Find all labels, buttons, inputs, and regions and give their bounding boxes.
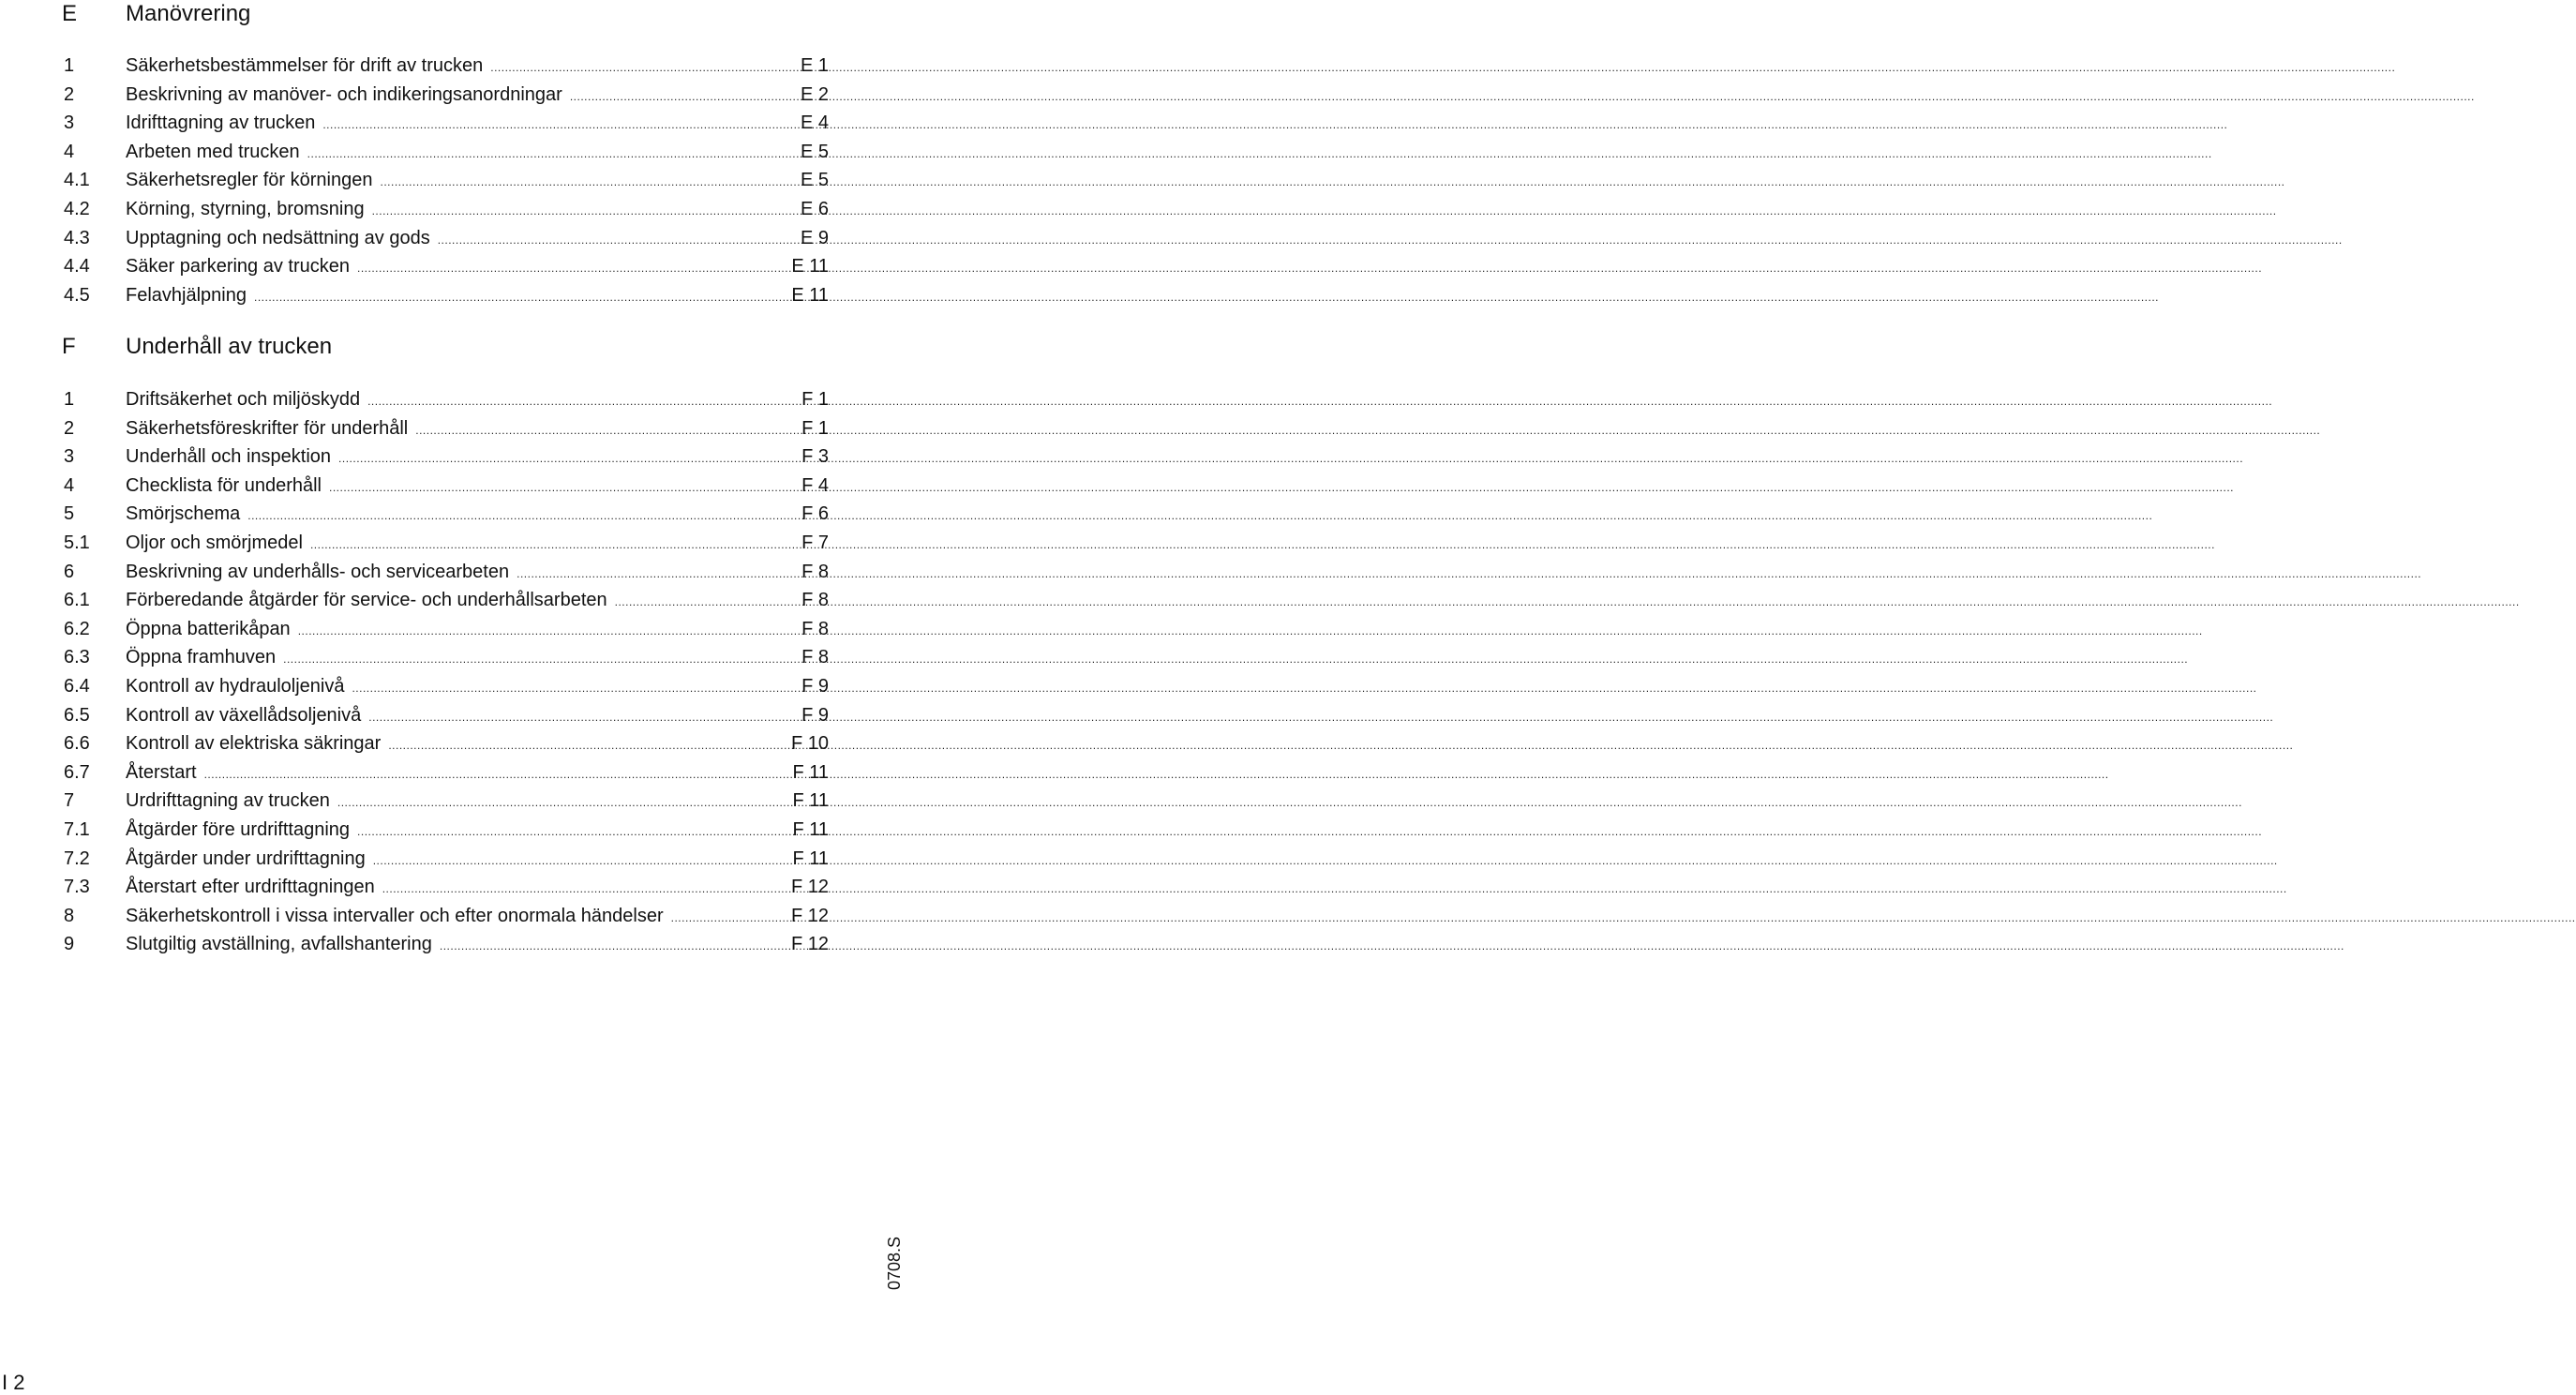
entry-page: F 4 (801, 474, 829, 496)
entry-number: 4.2 (64, 198, 90, 219)
toc-entry (0, 930, 900, 959)
dot-leader (254, 283, 787, 312)
entry-title: Kontroll av växellådsoljenivå (126, 704, 362, 726)
entry-title: Beskrivning av manöver- och indikeringsanordningar (126, 83, 562, 105)
dot-leader (388, 731, 787, 760)
entry-line (126, 787, 829, 818)
entry-title: Idrifttagning av trucken (126, 112, 316, 134)
toc-entry (0, 902, 900, 931)
entry-page: E 6 (800, 198, 829, 219)
entry-number: 7.2 (64, 848, 90, 869)
entry-page: E 5 (800, 141, 829, 162)
entry-page: F 8 (801, 561, 829, 582)
document-code: 0708.S (885, 1236, 904, 1290)
entry-line (126, 252, 829, 283)
dot-leader (283, 645, 798, 674)
entry-page: F 6 (801, 503, 829, 525)
entry-number: 4.3 (64, 227, 90, 248)
toc-section-e (0, 0, 900, 309)
toc-section-f (0, 333, 900, 959)
entry-line (126, 816, 829, 847)
entry-number: 6.4 (64, 675, 90, 697)
section-heading (0, 333, 900, 361)
entry-page: F 8 (801, 590, 829, 611)
entry-line (126, 701, 829, 732)
dot-leader (440, 932, 787, 961)
entry-page: F 7 (801, 532, 829, 553)
entry-page: F 1 (801, 417, 829, 439)
dot-leader (204, 760, 789, 789)
toc-entry (0, 500, 900, 529)
entry-number: 4.1 (64, 170, 90, 191)
section-letter: F (62, 334, 76, 359)
entry-title: Öppna framhuven (126, 647, 277, 668)
entry-number: 2 (64, 417, 75, 439)
entry-title: Driftsäkerhet och miljöskydd (126, 389, 361, 410)
entry-page: F 3 (801, 446, 829, 468)
entry-title: Kontroll av elektriska säkringar (126, 733, 382, 755)
entry-number: 3 (64, 112, 75, 134)
entry-line (126, 586, 829, 617)
entry-line (126, 414, 829, 445)
dot-leader (322, 111, 797, 140)
entry-title: Urdrifttagning av trucken (126, 790, 330, 812)
toc-entry (0, 472, 900, 501)
entry-line (126, 81, 829, 112)
entry-line (126, 558, 829, 589)
entry-line (126, 52, 829, 82)
dot-leader (671, 904, 787, 933)
entry-line (126, 930, 829, 961)
dot-leader (338, 444, 798, 473)
entry-page: E 1 (800, 55, 829, 76)
entry-line (126, 873, 829, 904)
entry-number: 1 (64, 55, 75, 76)
entry-title: Åtgärder under urdrifttagning (126, 848, 366, 869)
dot-leader (367, 387, 798, 416)
entry-number: 4.5 (64, 284, 90, 306)
entry-number: 4 (64, 474, 75, 496)
toc-entries (0, 52, 900, 309)
dot-leader (415, 416, 798, 445)
dot-leader (372, 197, 797, 226)
entry-number: 3 (64, 446, 75, 468)
dot-leader (570, 82, 797, 112)
toc-entry (0, 558, 900, 587)
toc-entry (0, 586, 900, 615)
dot-leader (329, 473, 798, 502)
toc-entry (0, 52, 900, 81)
entry-page: F 9 (801, 675, 829, 697)
entry-title: Öppna batterikåpan (126, 618, 291, 639)
toc-entry (0, 758, 900, 788)
dot-leader (382, 875, 787, 904)
entry-title: Förberedande åtgärder för service- och underhållsarbeten (126, 590, 607, 611)
entry-number: 6.2 (64, 618, 90, 639)
entry-number: 2 (64, 83, 75, 105)
dot-leader (247, 502, 798, 531)
entry-page: F 10 (790, 733, 829, 755)
entry-number: 6.3 (64, 647, 90, 668)
entry-number: 6.7 (64, 761, 90, 783)
dot-leader (337, 788, 789, 818)
section-title: Manövrering (126, 1, 251, 26)
entry-title: Arbeten med trucken (126, 141, 300, 162)
dot-leader (310, 531, 798, 560)
entry-page: E 2 (800, 83, 829, 105)
entry-number: 9 (64, 934, 75, 955)
entry-page: F 1 (801, 389, 829, 410)
dot-leader (380, 168, 796, 197)
entry-page: F 8 (801, 618, 829, 639)
entry-title: Oljor och smörjmedel (126, 532, 303, 553)
entry-line (126, 758, 829, 789)
entry-title: Säkerhetskontroll i vissa intervaller och efter onormala händelser (126, 905, 664, 926)
entry-number: 6.5 (64, 704, 90, 726)
toc-entry (0, 385, 900, 414)
toc-entry (0, 252, 900, 281)
entry-line (126, 500, 829, 531)
entry-line (126, 109, 829, 140)
toc-entries (0, 385, 900, 959)
entry-title: Säkerhetsföreskrifter för underhåll (126, 417, 409, 439)
dot-leader (517, 560, 798, 589)
entry-title: Smörjschema (126, 503, 241, 525)
entry-page: F 11 (792, 761, 829, 783)
entry-line (126, 615, 829, 646)
entry-page: E 9 (800, 227, 829, 248)
entry-title: Åtgärder före urdrifttagning (126, 818, 351, 840)
entry-page: E 11 (791, 284, 829, 306)
entry-title: Beskrivning av underhålls- och servicearbeten (126, 561, 510, 582)
toc-entry (0, 138, 900, 167)
entry-line (126, 195, 829, 226)
toc-entry (0, 195, 900, 224)
entry-title: Återstart efter urdrifttagningen (126, 877, 375, 898)
dot-leader (368, 703, 798, 732)
entry-page: F 12 (790, 905, 829, 926)
dot-leader (373, 847, 789, 876)
entry-page: E 4 (800, 112, 829, 134)
entry-title: Körning, styrning, bromsning (126, 198, 365, 219)
toc-entry (0, 816, 900, 845)
entry-line (126, 166, 829, 197)
entry-line (126, 729, 829, 760)
entry-page: F 11 (792, 848, 829, 869)
entry-line (126, 442, 829, 473)
entry-page: F 11 (792, 818, 829, 840)
toc-entry (0, 281, 900, 310)
entry-number: 4.4 (64, 256, 90, 278)
entry-number: 1 (64, 389, 75, 410)
entry-number: 6.1 (64, 590, 90, 611)
section-heading (0, 0, 900, 28)
toc-entry (0, 529, 900, 558)
entry-number: 8 (64, 905, 75, 926)
toc-entry (0, 224, 900, 253)
entry-page: F 11 (792, 790, 829, 812)
entry-title: Slutgiltig avställning, avfallshantering (126, 934, 432, 955)
section-letter: E (62, 1, 78, 26)
toc-entry (0, 81, 900, 110)
entry-title: Säker parkering av trucken (126, 256, 351, 278)
entry-page: F 9 (801, 704, 829, 726)
entry-line (126, 472, 829, 502)
entry-line (126, 281, 829, 312)
entry-line (126, 643, 829, 674)
entry-page: F 12 (790, 934, 829, 955)
entry-page: F 12 (790, 877, 829, 898)
entry-title: Underhåll och inspektion (126, 446, 332, 468)
dot-leader (357, 818, 788, 847)
toc-entry (0, 672, 900, 701)
toc-entry (0, 787, 900, 816)
entry-page: E 11 (791, 256, 829, 278)
section-title: Underhåll av trucken (126, 334, 333, 359)
toc-entry (0, 414, 900, 443)
entry-title: Upptagning och nedsättning av gods (126, 227, 430, 248)
entry-title: Återstart (126, 761, 197, 783)
entry-line (126, 138, 829, 169)
entry-line (126, 529, 829, 560)
dot-leader (307, 140, 797, 169)
page-number: I 2 (2, 1371, 25, 1394)
entry-page: E 5 (800, 170, 829, 191)
toc-entry (0, 442, 900, 472)
entry-number: 7.1 (64, 818, 90, 840)
entry-line (126, 385, 829, 416)
entry-number: 6 (64, 561, 75, 582)
entry-line (126, 902, 829, 933)
dot-leader (615, 588, 798, 617)
entry-number: 5 (64, 503, 75, 525)
entry-title: Checklista för underhåll (126, 474, 322, 496)
toc-entry (0, 873, 900, 902)
dot-leader (298, 617, 798, 646)
entry-line (126, 672, 829, 703)
toc-entry (0, 729, 900, 758)
entry-title: Felavhjälpning (126, 284, 247, 306)
toc-entry (0, 615, 900, 644)
toc-entry (0, 701, 900, 730)
entry-title: Säkerhetsbestämmelser för drift av trucken (126, 55, 484, 76)
toc-entry (0, 845, 900, 874)
entry-number: 4 (64, 141, 75, 162)
entry-title: Kontroll av hydrauloljenivå (126, 675, 345, 697)
dot-leader (438, 226, 797, 255)
entry-line (126, 845, 829, 876)
toc-entry (0, 109, 900, 138)
dot-leader (357, 254, 787, 283)
dot-leader (490, 53, 797, 82)
entry-line (126, 224, 829, 255)
toc-entry (0, 166, 900, 195)
entry-page: F 8 (801, 647, 829, 668)
entry-title: Säkerhetsregler för körningen (126, 170, 373, 191)
entry-number: 5.1 (64, 532, 90, 553)
entry-number: 7.3 (64, 877, 90, 898)
entry-number: 6.6 (64, 733, 90, 755)
dot-leader (352, 674, 798, 703)
entry-number: 7 (64, 790, 75, 812)
toc-entry (0, 643, 900, 672)
